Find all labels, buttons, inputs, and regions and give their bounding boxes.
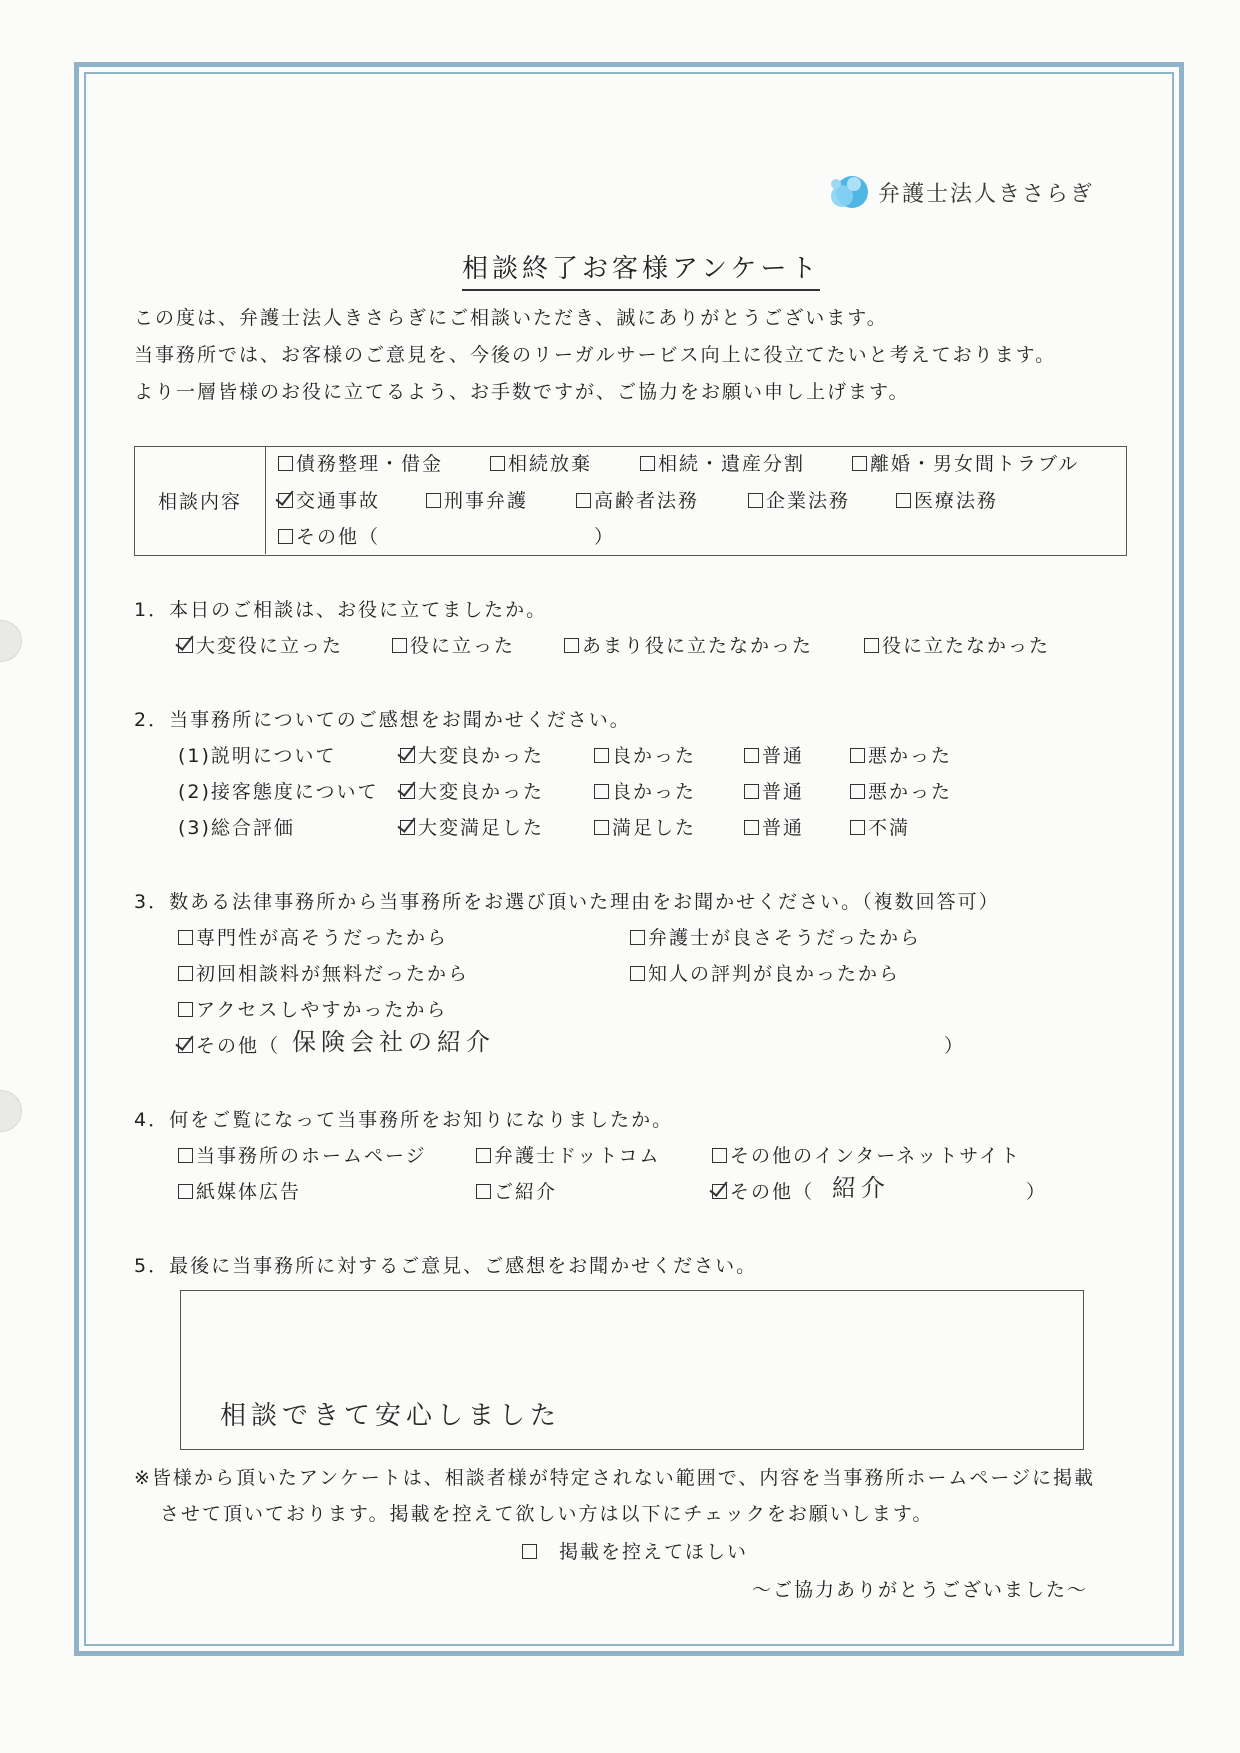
q2-3-option-very-satisfied[interactable]: 大変満足した (400, 816, 544, 840)
optout-option[interactable]: 掲載を控えてほしい (522, 1540, 748, 1564)
checkbox[interactable] (712, 1148, 727, 1163)
q2-3-option-normal[interactable]: 普通 (744, 816, 804, 840)
q3-option-free-consult[interactable]: 初回相談料が無料だったから (178, 962, 469, 986)
q2-2-option-good[interactable]: 良かった (594, 780, 696, 804)
question-1: 1．本日のご相談は、お役に立てましたか。 (134, 599, 548, 621)
checkbox[interactable] (744, 748, 759, 763)
q2-2-option-bad[interactable]: 悪かった (850, 780, 952, 804)
q3-option-other[interactable]: その他（ (178, 1034, 280, 1058)
checkbox[interactable] (576, 493, 591, 508)
checkbox[interactable] (852, 456, 867, 471)
checked-checkbox[interactable] (278, 493, 293, 508)
q2-row-label: (1)説明について (178, 745, 337, 767)
checkbox[interactable] (748, 493, 763, 508)
checkbox[interactable] (178, 1002, 193, 1017)
q2-1-option-bad[interactable]: 悪かった (850, 744, 952, 768)
droplet-logo-icon (826, 170, 870, 214)
q1-option-very-helpful[interactable]: 大変役に立った (178, 634, 343, 658)
q3-option-reputation[interactable]: 知人の評判が良かったから (630, 962, 900, 986)
optout-checkbox[interactable] (522, 1544, 537, 1559)
q2-3-option-dissatisfied[interactable]: 不満 (850, 816, 910, 840)
consult-option-criminal[interactable]: 刑事弁護 (426, 489, 528, 513)
q1-option-not-very-helpful[interactable]: あまり役に立たなかった (564, 634, 813, 658)
consult-option-inheritance[interactable]: 相続・遺産分割 (640, 452, 805, 476)
punch-hole (0, 620, 22, 662)
q4-option-other[interactable]: その他（ (712, 1180, 814, 1204)
punch-hole (0, 1090, 22, 1132)
q4-option-other-internet[interactable]: その他のインターネットサイト (712, 1144, 1021, 1168)
checkbox[interactable] (564, 638, 579, 653)
q4-option-print-ad[interactable]: 紙媒体広告 (178, 1180, 301, 1204)
q4-option-bengoshi-dotcom[interactable]: 弁護士ドットコム (476, 1144, 660, 1168)
q2-row-label: (3)総合評価 (178, 817, 295, 839)
consult-option-renunciation[interactable]: 相続放棄 (490, 452, 592, 476)
checkbox[interactable] (864, 638, 879, 653)
q4-other-close: ） (1026, 1181, 1048, 1203)
question-4: 4．何をご覧になって当事務所をお知りになりましたか。 (134, 1109, 674, 1131)
q2-row-label: (2)接客態度について (178, 781, 379, 803)
intro-line: より一層皆様のお役に立てるよう、お手数ですが、ご協力をお願い申し上げます。 (134, 381, 910, 403)
question-5: 5．最後に当事務所に対するご意見、ご感想をお聞かせください。 (134, 1255, 758, 1277)
q5-handwritten-answer: 相談できて安心しました (220, 1401, 562, 1431)
checkbox[interactable] (594, 784, 609, 799)
consult-option-debt[interactable]: 債務整理・借金 (278, 452, 443, 476)
consult-option-elderly[interactable]: 高齢者法務 (576, 489, 699, 513)
checkbox[interactable] (594, 748, 609, 763)
consult-option-traffic[interactable]: 交通事故 (278, 489, 380, 513)
q2-1-option-good[interactable]: 良かった (594, 744, 696, 768)
thanks-message: ～ご協力ありがとうございました～ (752, 1579, 1089, 1601)
checked-checkbox[interactable] (400, 784, 415, 799)
checkbox[interactable] (490, 456, 505, 471)
q2-1-option-normal[interactable]: 普通 (744, 744, 804, 768)
checkbox[interactable] (392, 638, 407, 653)
question-2: 2．当事務所についてのご感想をお聞かせください。 (134, 709, 631, 731)
question-3: 3．数ある法律事務所から当事務所をお選び頂いた理由をお聞かせください。（複数回答可） (134, 891, 1000, 913)
checkbox[interactable] (178, 1148, 193, 1163)
checkbox[interactable] (278, 529, 293, 544)
q4-option-homepage[interactable]: 当事務所のホームページ (178, 1144, 427, 1168)
checked-checkbox[interactable] (178, 638, 193, 653)
checkbox[interactable] (278, 456, 293, 471)
checkbox[interactable] (744, 784, 759, 799)
intro-line: 当事務所では、お客様のご意見を、今後のリーガルサービス向上に役立てたいと考えております。 (134, 344, 1057, 366)
checked-checkbox[interactable] (400, 820, 415, 835)
q2-2-option-normal[interactable]: 普通 (744, 780, 804, 804)
q4-option-referral[interactable]: ご紹介 (476, 1180, 557, 1204)
checkbox[interactable] (744, 820, 759, 835)
consult-option-other[interactable]: その他（ (278, 525, 380, 549)
firm-name: 弁護士法人きさらぎ (878, 181, 1095, 207)
checkbox[interactable] (594, 820, 609, 835)
publication-note: させて頂いております。掲載を控えて欲しい方は以下にチェックをお願いします。 (160, 1503, 934, 1525)
consultation-category-label: 相談内容 (135, 447, 266, 554)
q3-option-access[interactable]: アクセスしやすかったから (178, 998, 447, 1022)
checkbox[interactable] (476, 1184, 491, 1199)
q3-other-handwritten: 保険会社の紹介 (292, 1028, 495, 1056)
checkbox[interactable] (178, 1184, 193, 1199)
survey-title: 相談終了お客様アンケート (462, 248, 820, 291)
firm-logo (826, 170, 1094, 214)
consult-option-corporate[interactable]: 企業法務 (748, 489, 850, 513)
checked-checkbox[interactable] (712, 1184, 727, 1199)
checkbox[interactable] (426, 493, 441, 508)
q2-3-option-satisfied[interactable]: 満足した (594, 816, 696, 840)
checkbox[interactable] (630, 966, 645, 981)
checkbox[interactable] (896, 493, 911, 508)
q2-2-option-very-good[interactable]: 大変良かった (400, 780, 544, 804)
checkbox[interactable] (850, 748, 865, 763)
q3-other-close: ） (944, 1035, 966, 1057)
publication-note: ※皆様から頂いたアンケートは、相談者様が特定されない範囲で、内容を当事務所ホームページに掲載 (134, 1467, 1096, 1489)
checkbox[interactable] (178, 966, 193, 981)
q2-1-option-very-good[interactable]: 大変良かった (400, 744, 544, 768)
checkbox[interactable] (178, 930, 193, 945)
q1-option-not-helpful[interactable]: 役に立たなかった (864, 634, 1050, 658)
consult-other-close: ） (594, 526, 616, 548)
consult-option-divorce[interactable]: 離婚・男女間トラブル (852, 452, 1079, 476)
q4-other-handwritten: 紹介 (832, 1174, 890, 1202)
checkbox[interactable] (850, 784, 865, 799)
checkbox[interactable] (640, 456, 655, 471)
checkbox[interactable] (850, 820, 865, 835)
checked-checkbox[interactable] (400, 748, 415, 763)
q1-option-helpful[interactable]: 役に立った (392, 634, 515, 658)
q3-option-expertise[interactable]: 専門性が高そうだったから (178, 926, 448, 950)
consult-option-medical[interactable]: 医療法務 (896, 489, 998, 513)
checkbox[interactable] (630, 930, 645, 945)
intro-line: この度は、弁護士法人きさらぎにご相談いただき、誠にありがとうございます。 (134, 307, 888, 329)
checkbox[interactable] (476, 1148, 491, 1163)
checked-checkbox[interactable] (178, 1038, 193, 1053)
q3-option-lawyer[interactable]: 弁護士が良さそうだったから (630, 926, 921, 950)
